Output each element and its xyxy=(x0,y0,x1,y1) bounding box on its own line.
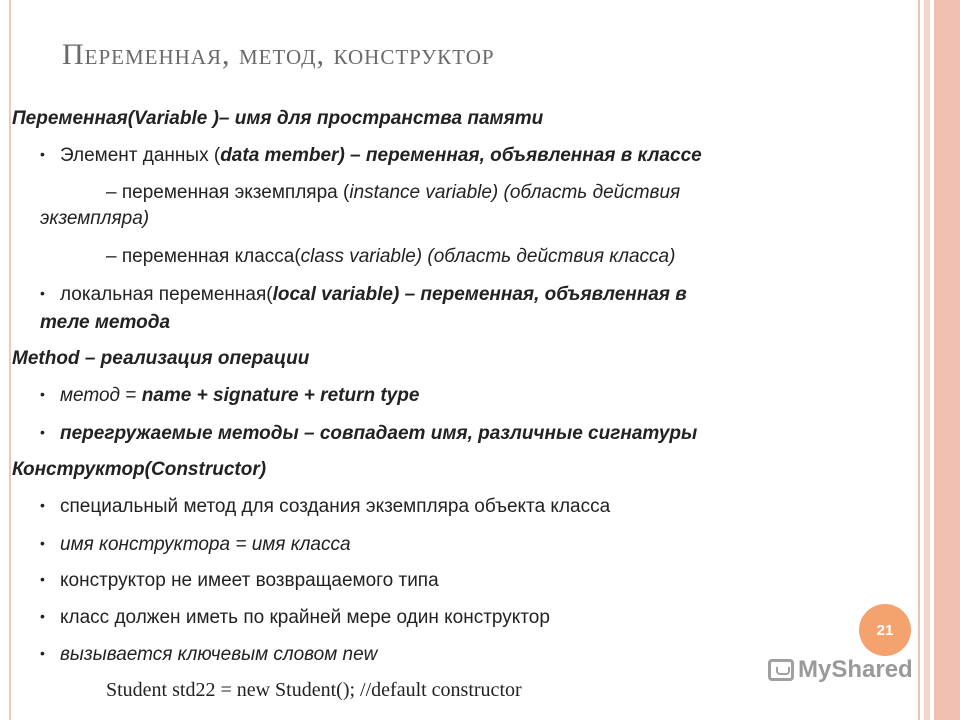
bullet-icon: • xyxy=(40,386,45,402)
bullet-new-keyword: • вызывается ключевым словом new xyxy=(40,644,378,665)
bullet-local-variable: • локальная переменная(local variable) – переменная, объявленная в xyxy=(40,284,687,305)
class-variable-line: – переменная класса(class variable) (область действия класса) xyxy=(106,246,676,267)
slide-title: Переменная, метод, конструктор xyxy=(62,38,495,71)
left-frame-line xyxy=(9,0,11,720)
bullet-at-least-one: • класс должен иметь по крайней мере один конструктор xyxy=(40,607,550,628)
bullet-icon: • xyxy=(40,608,45,624)
right-border-line xyxy=(918,0,920,720)
bullet-icon: • xyxy=(40,285,45,301)
instance-variable-line: – переменная экземпляра (instance variable) (область действия xyxy=(106,182,681,203)
right-border-band xyxy=(934,0,960,720)
instance-variable-cont: экземпляра) xyxy=(40,208,150,229)
bullet-method-formula: • метод = name + signature + return type xyxy=(40,385,420,406)
bullet-no-return-type: • конструктор не имеет возвращаемого типа xyxy=(40,570,439,591)
heading-constructor: Конструктор(Constructor) xyxy=(12,459,267,480)
local-variable-cont: теле метода xyxy=(40,312,171,333)
myshared-icon xyxy=(768,659,794,681)
page-number-badge: 21 xyxy=(859,604,911,656)
code-example: Student std22 = new Student(); //default constructor xyxy=(106,679,522,701)
bullet-overloaded-methods: • перегружаемые методы – совпадает имя, различные сигнатуры xyxy=(40,423,698,444)
right-border-stripe xyxy=(924,0,930,720)
heading-method: Method – реализация операции xyxy=(12,348,310,369)
watermark-logo: MyShared xyxy=(768,656,913,684)
bullet-icon: • xyxy=(40,497,45,513)
bullet-icon: • xyxy=(40,571,45,587)
bullet-data-member: • Элемент данных (data member) – переменная, объявленная в классе xyxy=(40,145,702,166)
bullet-icon: • xyxy=(40,424,45,440)
bullet-icon: • xyxy=(40,146,45,162)
bullet-icon: • xyxy=(40,535,45,551)
bullet-icon: • xyxy=(40,645,45,661)
bullet-special-method: • специальный метод для создания экземпляра объекта класса xyxy=(40,496,611,517)
bullet-constructor-name: • имя конструктора = имя класса xyxy=(40,534,351,555)
heading-variable: Переменная(Variable )– имя для пространства памяти xyxy=(12,108,544,129)
